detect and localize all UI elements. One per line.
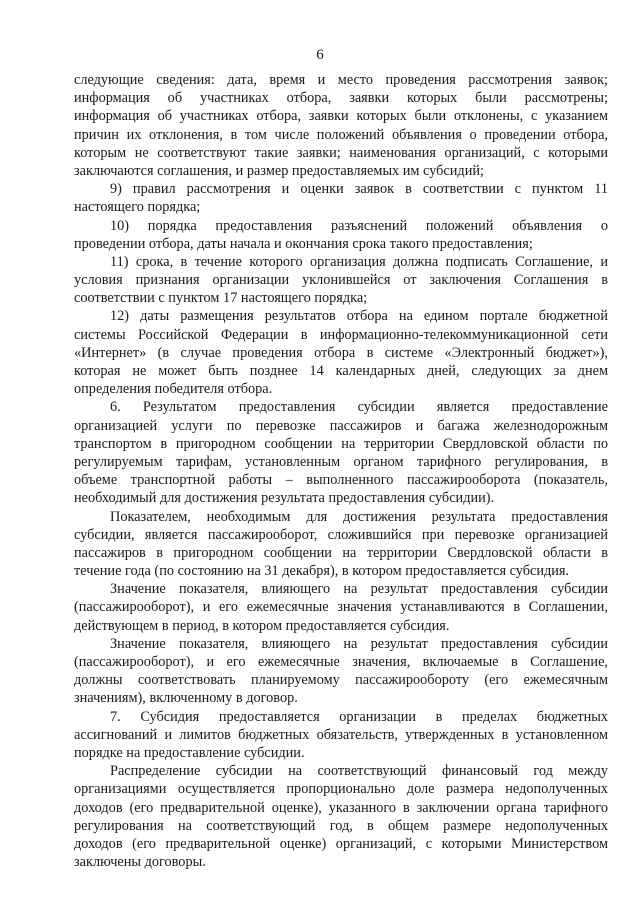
- text-line: порядке на предоставление субсидии.: [74, 744, 305, 761]
- text-line: субсидии, является пассажирооборот, сложившийся при перевозке организацией: [74, 526, 608, 543]
- text-line: соответствии с пунктом 17 настоящего порядка;: [74, 290, 368, 307]
- text-line: ассигнований и лимитов бюджетных обязательств, утвержденных в установленном: [74, 726, 608, 743]
- text-line: информация об участниках отбора, заявки которых были рассмотрены;: [74, 90, 608, 107]
- text-line: Распределение субсидии на соответствующий финансовый год между: [110, 763, 608, 780]
- text-line: системы Российской Федерации в информационно-телекоммуникационной сети: [74, 326, 608, 343]
- text-line: (пассажирооборот), и его ежемесячные значения, включаемые в Соглашение,: [74, 654, 608, 670]
- text-line: транспортом в пригородном сообщении на территории Свердловской области по: [74, 435, 608, 452]
- text-line: 10) порядка предоставления разъяснений положений объявления о: [110, 217, 608, 234]
- text-line: условия признания организации уклонившейся от заключения Соглашения в: [74, 272, 608, 289]
- text-line: организацией услуги по перевозке пассажиров и багажа железнодорожным: [74, 417, 608, 434]
- text-line: заключаются соглашения, и размер предоставляемых им субсидий;: [74, 162, 484, 179]
- document-body: [74, 71, 608, 871]
- text-line: 7. Субсидия предоставляется организации в пределах бюджетных: [110, 708, 608, 725]
- text-line: регулируемым тарифам, установленным органом тарифного регулирования, в: [74, 453, 608, 470]
- text-line: 6. Результатом предоставления субсидии является предоставление: [110, 399, 608, 416]
- text-line: организациями осуществляется пропорционально доле размера недополученных: [74, 781, 608, 798]
- text-line: необходимый для достижения результата предоставления субсидии).: [74, 490, 495, 507]
- text-line: информация об участниках отбора, заявки которых были отклонены, с указанием: [74, 108, 608, 125]
- text-line: которая не может быть позднее 14 календарных дней, следующих за днем: [74, 363, 608, 379]
- text-line: следующие сведения: дата, время и место проведения рассмотрения заявок;: [74, 72, 608, 88]
- text-line: (пассажирооборот), и его ежемесячные значения устанавливаются в Соглашении,: [74, 599, 608, 616]
- text-line: Значение показателя, влияющего на результат предоставления субсидии: [110, 581, 608, 598]
- text-line: объеме транспортной работы – выполненного пассажирооборота (показатель,: [74, 472, 608, 489]
- text-line: Значение показателя, влияющего на результат предоставления субсидии: [110, 635, 608, 652]
- text-line: проведении отбора, даты начала и окончания срока такого предоставления;: [74, 235, 533, 252]
- text-line: «Интернет» (в случае проведения отбора в системе «Электронный бюджет»),: [74, 344, 608, 361]
- text-line: Показателем, необходимым для достижения результата предоставления: [110, 508, 608, 525]
- text-line: должны соответствовать планируемому пассажирообороту (его ежемесячным: [74, 672, 608, 689]
- text-line: определения победителя отбора.: [74, 381, 273, 398]
- text-line: течение года (по состоянию на 31 декабря), в котором предоставляется субсидия.: [74, 563, 570, 580]
- text-line: настоящего порядка;: [74, 199, 201, 216]
- text-line: доходов (его предварительной оценке) организаций, с которыми Министерством: [74, 835, 608, 852]
- text-line: 12) даты размещения результатов отбора на едином портале бюджетной: [110, 308, 608, 325]
- text-line: доходов (его предварительной оценке), указанного в заключении органа тарифного: [74, 799, 608, 816]
- page-number: 6: [316, 47, 324, 63]
- text-line: 11) срока, в течение которого организация должна подписать Соглашение, и: [110, 253, 608, 270]
- text-line: причин их отклонения, в том числе положений объявления о проведении отбора,: [74, 126, 608, 143]
- text-line: 9) правил рассмотрения и оценки заявок в соответствии с пунктом 11: [110, 181, 608, 198]
- text-line: которым не соответствуют такие заявки; наименования организаций, с которыми: [74, 144, 608, 161]
- text-line: заключены договоры.: [74, 854, 206, 871]
- text-line: значениям), включенному в договор.: [74, 690, 298, 707]
- text-line: пассажиров в пригородном сообщении на территории Свердловской области в: [74, 544, 608, 561]
- text-line: регулирования на соответствующий год, в общем размере недополученных: [74, 817, 608, 834]
- text-line: действующем в период, в котором предоставляется субсидия.: [74, 617, 450, 634]
